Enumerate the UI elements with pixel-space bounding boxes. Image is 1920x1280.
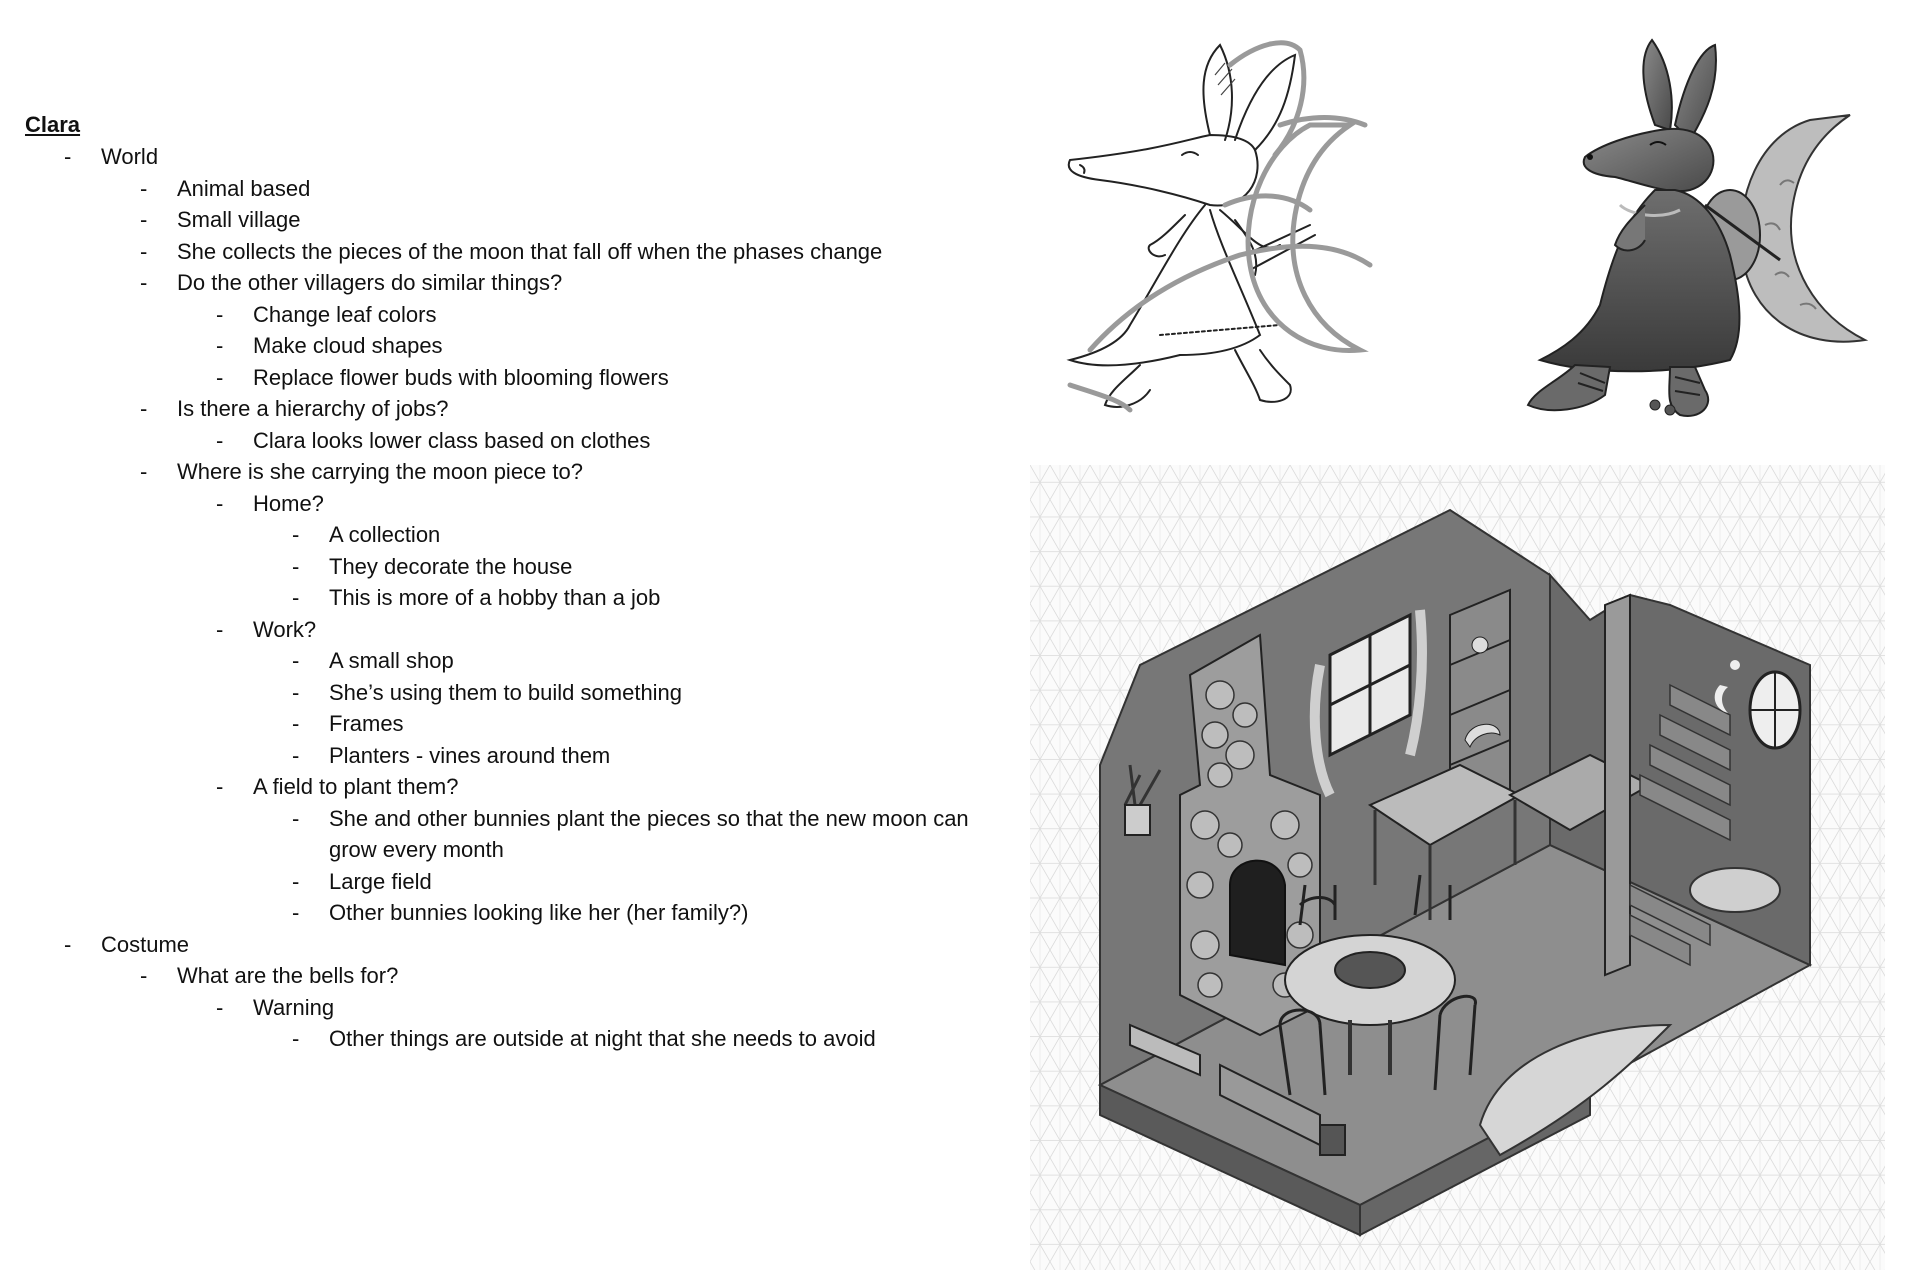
- outline-item: Animal based: [177, 175, 311, 201]
- isometric-room-drawing-icon: [1030, 465, 1885, 1270]
- outline-item: Where is she carrying the moon piece to?: [177, 459, 583, 484]
- outline-item: Warning: [253, 994, 335, 1020]
- bunny-rendered: [1480, 5, 1910, 440]
- outline-item: A small shop: [329, 648, 454, 673]
- outline-item: They decorate the house: [329, 553, 573, 579]
- outline-item: A collection: [329, 522, 441, 547]
- bullet-dash: -: [140, 963, 148, 988]
- bullet-dash: -: [216, 994, 224, 1020]
- outline-item: Replace flower buds with blooming flowers: [253, 364, 669, 390]
- outline-item: She’s using them to build something: [329, 679, 683, 705]
- outline-item-continuation: grow every month: [329, 837, 504, 862]
- cottage-interior: [1030, 465, 1885, 1270]
- outline-item: World: [101, 144, 159, 169]
- bullet-dash: -: [140, 238, 148, 264]
- outline-item: Other bunnies looking like her (her family?): [329, 900, 749, 925]
- bullet-dash: -: [292, 742, 300, 768]
- bullet-dash: -: [216, 333, 224, 358]
- bullet-dash: -: [216, 774, 224, 799]
- notes-title: Clara: [25, 112, 81, 137]
- bullet-dash: -: [140, 175, 148, 201]
- outline-item: Home?: [253, 490, 324, 516]
- bullet-dash: -: [216, 616, 224, 642]
- bunny-line-sketch-icon: [1010, 5, 1410, 425]
- bullet-dash: -: [64, 931, 72, 957]
- outline-item: Clara looks lower class based on clothes: [253, 427, 651, 453]
- bullet-dash: -: [216, 427, 224, 453]
- bullet-dash: -: [292, 868, 300, 894]
- bullet-dash: -: [292, 553, 300, 579]
- bullet-dash: -: [292, 522, 300, 547]
- outline-item: Small village: [177, 207, 301, 232]
- outline-item: A field to plant them?: [253, 774, 459, 799]
- bullet-dash: -: [216, 490, 224, 516]
- outline-item: Is there a hierarchy of jobs?: [177, 396, 449, 421]
- bullet-dash: -: [292, 1026, 300, 1051]
- bullet-dash: -: [292, 585, 300, 610]
- bullet-dash: -: [292, 679, 300, 705]
- bunny-sketch: [1010, 5, 1410, 425]
- bullet-dash: -: [216, 364, 224, 390]
- bullet-dash: -: [140, 396, 148, 421]
- outline-item: Planters - vines around them: [329, 742, 611, 768]
- outline-item: She collects the pieces of the moon that fall off when the phases change: [177, 238, 883, 264]
- outline-item: Make cloud shapes: [253, 333, 443, 358]
- outline-item: Change leaf colors: [253, 301, 437, 327]
- bunny-grayscale-rendering-icon: [1480, 5, 1910, 440]
- bullet-dash: -: [292, 900, 300, 925]
- outline-item: Frames: [329, 711, 404, 736]
- outline-item: Costume: [101, 931, 190, 957]
- bullet-dash: -: [292, 805, 300, 831]
- bullet-dash: -: [140, 270, 148, 295]
- outline-item: This is more of a hobby than a job: [329, 585, 661, 610]
- bullet-dash: -: [140, 459, 148, 484]
- bullet-dash: -: [140, 207, 148, 232]
- outline-item: She and other bunnies plant the pieces so that the new moon can: [329, 805, 969, 831]
- bullet-dash: -: [292, 648, 300, 673]
- outline-item: Other things are outside at night that she needs to avoid: [329, 1026, 876, 1051]
- outline-item: Do the other villagers do similar things?: [177, 270, 563, 295]
- bullet-dash: -: [216, 301, 224, 327]
- outline-item: What are the bells for?: [177, 963, 399, 988]
- outline-item: Work?: [253, 616, 317, 642]
- bullet-dash: -: [292, 711, 300, 736]
- bullet-dash: -: [64, 144, 72, 169]
- outline-item: Large field: [329, 868, 432, 894]
